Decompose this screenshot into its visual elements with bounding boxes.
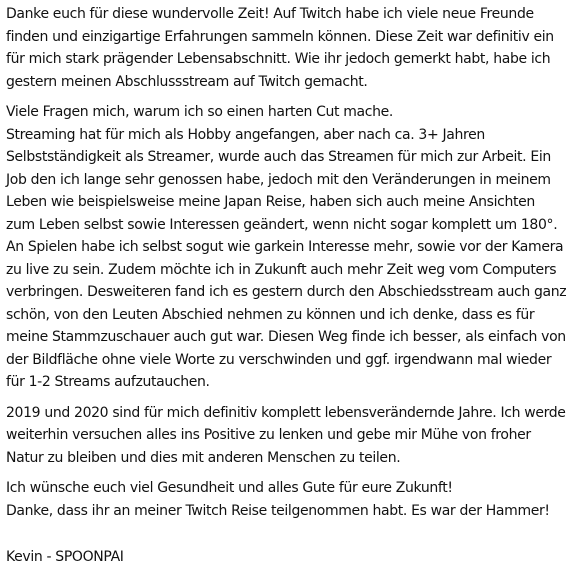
signature	[6, 546, 566, 569]
text-line: für 1-2 Streams aufzutauchen.	[6, 374, 210, 390]
text-line: Danke euch für diese wundervolle Zeit! Auf Twitch habe ich viele neue Freunde	[6, 6, 534, 22]
text-line: zu live zu sein. Zudem möchte ich in Zukunft auch mehr Zeit weg vom Computers	[6, 261, 557, 278]
text-line: für mich stark prägender Lebensabschnitt. Wie ihr jedoch gemerkt habt, habe ich	[6, 51, 551, 67]
text-line: Danke, dass ihr an meiner Twitch Reise teilgenommen habt. Es war der Hammer!	[6, 502, 550, 519]
text-line: Leben wie beispielsweise meine Japan Reise, haben sich auch meine Ansichten	[6, 194, 535, 210]
text-line: Streaming hat für mich als Hobby angefangen, aber nach ca. 3+ Jahren	[6, 126, 485, 143]
text-line: Job den ich lange sehr genossen habe, jedoch mit den Veränderungen in meinem	[6, 171, 551, 188]
text-line: zum Leben selbst sowie Interessen geändert, wenn nicht sogar komplett um 180°.	[6, 216, 558, 233]
text-line: Ich wünsche euch viel Gesundheit und alles Gute für eure Zukunft!	[6, 480, 453, 496]
text-line: gestern meinen Abschlussstream auf Twitch gemacht.	[6, 73, 368, 90]
paragraph-years	[6, 402, 566, 470]
signature-text: Kevin - SPOONPAI	[6, 549, 124, 565]
text-line: weiterhin versuchen alles ins Positive zu lenken und gebe mir Mühe von froher	[6, 427, 531, 443]
text-line: Selbstständigkeit als Streamer, wurde auch das Streamen für mich zur Arbeit. Ein	[6, 149, 551, 165]
text-line: An Spielen habe ich selbst sogut wie garkein Interesse mehr, sowie vor der Kamera	[6, 239, 564, 255]
paragraph-reasons	[6, 101, 566, 394]
text-line: meine Stammzuschauer auch gut war. Diesen Weg finde ich besser, als einfach von	[6, 329, 566, 345]
text-line: 2019 und 2020 sind für mich definitiv komplett lebensverändernde Jahre. Ich werde	[6, 404, 566, 421]
text-line: verbringen. Desweiteren fand ich es gestern durch den Abschiedsstream auch ganz	[6, 284, 567, 300]
text-line: finden und einzigartige Erfahrungen sammeln können. Diese Zeit war definitiv ein	[6, 28, 554, 45]
letter-document	[6, 3, 566, 577]
text-line: Natur zu bleiben und dies mit anderen Menschen zu teilen.	[6, 449, 401, 466]
paragraph-thanks	[6, 477, 566, 522]
text-line: schön, von den Leuten Abschied nehmen zu können und ich denke, dass es für	[6, 306, 535, 323]
paragraph-intro	[6, 3, 566, 93]
text-line: der Bildfläche ohne viele Worte zu verschwinden und ggf. irgendwann mal wieder	[6, 351, 552, 368]
text-line: Viele Fragen mich, warum ich so einen harten Cut mache.	[6, 104, 394, 120]
